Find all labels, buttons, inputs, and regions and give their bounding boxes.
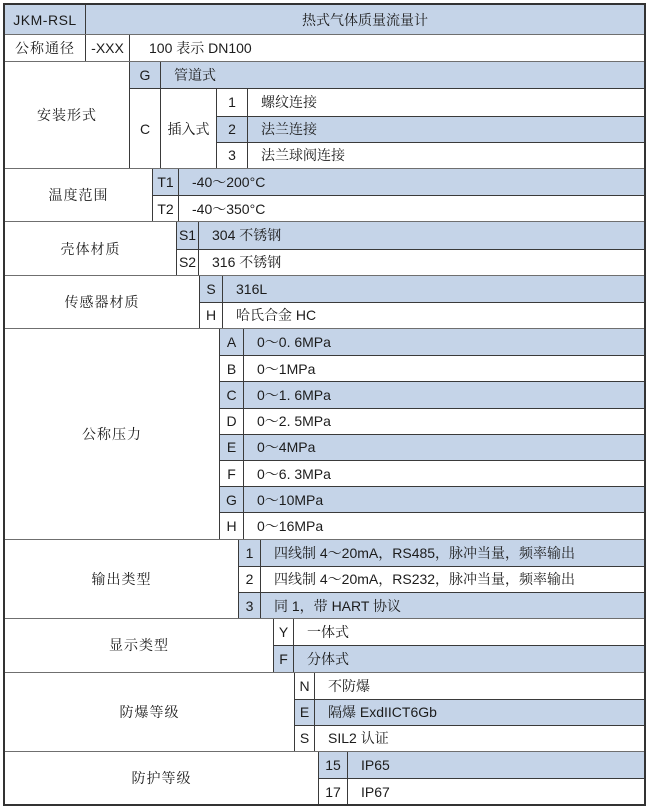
option-row <box>153 169 644 195</box>
option-row <box>220 460 644 486</box>
section-label: 公称通径 <box>5 35 86 61</box>
section-explosion-proof-grade <box>5 672 644 752</box>
option-row <box>295 725 644 751</box>
model-code: JKM-RSL <box>5 5 86 34</box>
option-code: 3 <box>217 143 248 168</box>
section-nominal-diameter <box>5 34 644 61</box>
option-desc: 0～16MPa <box>257 517 324 534</box>
option-desc: 不防爆 <box>328 677 370 694</box>
section-housing-material <box>5 221 644 274</box>
section-sensor-material <box>5 275 644 328</box>
section-label: 防护等级 <box>5 752 319 804</box>
model-selection-table <box>3 3 646 806</box>
option-row <box>153 195 644 221</box>
option-desc: -40～200°C <box>192 174 266 191</box>
option-code: T2 <box>153 196 179 221</box>
section-label: 输出类型 <box>5 540 239 619</box>
insert-code: C <box>130 89 161 168</box>
option-desc: 0～2. 5MPa <box>257 413 331 430</box>
option-row <box>177 222 644 248</box>
option-row <box>217 142 644 168</box>
option-desc: IP67 <box>361 783 390 800</box>
option-row <box>239 566 644 592</box>
option-code: F <box>220 461 244 486</box>
option-row <box>86 35 644 61</box>
option-desc: 316 不锈钢 <box>212 254 282 271</box>
option-code: D <box>220 409 244 434</box>
option-code: 2 <box>217 117 248 142</box>
section-label: 温度范围 <box>5 169 153 221</box>
option-code: 1 <box>239 540 261 566</box>
section-label: 公称压力 <box>5 329 220 539</box>
option-code: N <box>295 673 315 699</box>
option-code: S <box>200 276 223 302</box>
option-code: G <box>220 487 244 512</box>
option-desc: 0～10MPa <box>257 491 324 508</box>
table-title: 热式气体质量流量计 <box>302 11 428 28</box>
section-label: 显示类型 <box>5 619 274 671</box>
option-desc: 0～1MPa <box>257 360 316 377</box>
option-code: 3 <box>239 593 261 618</box>
insert-type-group <box>130 88 644 168</box>
option-code: -XXX <box>86 35 130 61</box>
option-code: C <box>220 382 244 407</box>
option-desc: 0～1. 6MPa <box>257 387 331 404</box>
section-label: 壳体材质 <box>5 222 177 274</box>
option-code: G <box>130 62 161 88</box>
option-code: Y <box>274 619 294 645</box>
option-row <box>130 62 644 88</box>
option-row <box>220 408 644 434</box>
option-desc: IP65 <box>361 757 390 774</box>
option-desc: 螺纹连接 <box>261 94 317 111</box>
option-desc: 316L <box>236 280 268 297</box>
option-desc: SIL2 认证 <box>328 730 389 747</box>
option-desc: 304 不锈钢 <box>212 227 282 244</box>
option-code: E <box>295 700 315 725</box>
option-desc: 0～6. 3MPa <box>257 465 331 482</box>
option-row <box>319 778 644 804</box>
option-row <box>295 673 644 699</box>
option-code: 1 <box>217 89 248 115</box>
header-row <box>5 5 644 34</box>
option-row <box>220 486 644 512</box>
section-installation-type <box>5 61 644 168</box>
option-desc: 四线制 4～20mA，RS485，脉冲当量，频率输出 <box>274 544 576 561</box>
section-output-type <box>5 539 644 619</box>
option-code: 17 <box>319 779 348 804</box>
option-row <box>295 699 644 725</box>
option-row <box>217 116 644 142</box>
option-desc: 法兰球阀连接 <box>261 147 345 164</box>
option-row <box>220 381 644 407</box>
option-row <box>239 592 644 618</box>
option-code: S2 <box>177 250 199 275</box>
option-code: A <box>220 329 244 355</box>
section-label: 防爆等级 <box>5 673 295 752</box>
option-desc: 四线制 4～20mA，RS232，脉冲当量，频率输出 <box>274 571 576 588</box>
option-code: H <box>220 513 244 538</box>
option-desc: 管道式 <box>174 67 216 84</box>
option-code: H <box>200 303 223 328</box>
option-row <box>319 752 644 778</box>
option-code: 15 <box>319 752 348 778</box>
section-display-type <box>5 618 644 671</box>
option-row <box>220 512 644 538</box>
option-row <box>177 249 644 275</box>
option-desc: 一体式 <box>307 624 349 641</box>
option-row <box>274 645 644 671</box>
insert-type-label: 插入式 <box>161 89 217 168</box>
option-row <box>200 276 644 302</box>
option-desc: 同 1，带 HART 协议 <box>274 597 402 614</box>
option-code: E <box>220 435 244 460</box>
option-row <box>217 89 644 115</box>
option-row <box>200 302 644 328</box>
option-row <box>239 540 644 566</box>
option-desc: 0～4MPa <box>257 439 316 456</box>
section-temperature-range <box>5 168 644 221</box>
option-code: S <box>295 726 315 751</box>
option-code: T1 <box>153 169 179 195</box>
option-code: S1 <box>177 222 199 248</box>
option-row <box>220 434 644 460</box>
option-desc: 法兰连接 <box>261 121 317 138</box>
section-protection-grade <box>5 751 644 804</box>
option-row <box>220 329 644 355</box>
option-desc: 0～0. 6MPa <box>257 334 331 351</box>
option-row <box>274 619 644 645</box>
option-code: B <box>220 356 244 381</box>
section-nominal-pressure <box>5 328 644 539</box>
option-desc: 哈氏合金 HC <box>236 307 317 324</box>
option-desc: 隔爆 ExdIICT6Gb <box>328 704 437 721</box>
option-desc: 100 表示 DN100 <box>149 40 252 57</box>
option-row <box>220 355 644 381</box>
option-desc: 分体式 <box>307 650 349 667</box>
section-label: 安装形式 <box>5 62 130 168</box>
option-code: F <box>274 646 294 671</box>
section-label: 传感器材质 <box>5 276 200 328</box>
option-code: 2 <box>239 567 261 592</box>
option-desc: -40～350°C <box>192 200 266 217</box>
